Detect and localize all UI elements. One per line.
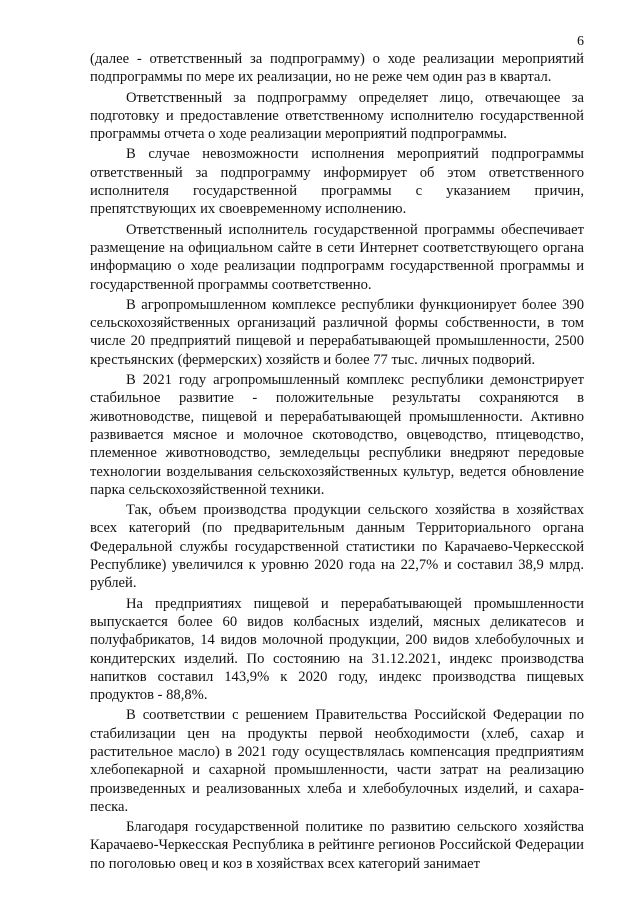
paragraph-6: В 2021 году агропромышленный комплекс республики демонстрирует стабильное развитие - положительные результаты сохраняются в животноводстве, пищевой и перерабатывающей промышленности. Активно развивается мясное и молочное скотоводство, овцеводство, птицеводство, племенное животноводство, земледельцы республики внедряют передовые технологии возделывания сельскохозяйственных культур, ведется обновление парка сельскохозяйственной техники. [90,372,584,498]
document-body [90,50,584,875]
paragraph-1: (далее - ответственный за подпрограмму) о ходе реализации мероприятий подпрограммы по мере их реализации, но не реже чем один раз в квартал. [90,51,584,86]
paragraph-9: В соответствии с решением Правительства Российской Федерации по стабилизации цен на продукты первой необходимости (хлеб, сахар и растительное масло) в 2021 году осуществлялась компенсация предприятиям хлебопекарной и сахарной промышленности, части затрат на реализацию произведенных и реализованных хлеба и хлебобулочных изделий, и сахара-песка. [90,707,584,815]
paragraph-2: Ответственный за подпрограмму определяет лицо, отвечающее за подготовку и предоставление ответственному исполнителю государственной программы отчета о ходе реализации мероприятий подпрограммы. [90,89,584,143]
paragraph-3: В случае невозможности исполнения мероприятий подпрограммы ответственный за подпрограмму информирует об этом ответственного исполнителя государственной программы с указанием причин, препятствующих их своевременному исполнению. [90,146,584,218]
paragraph-10: Благодаря государственной политике по развитию сельского хозяйства Карачаево-Черкесская Республика в рейтинге регионов Российской Федерации по поголовью овец и коз в хозяйствах всех категорий занимает [90,819,584,872]
paragraph-7: Так, объем производства продукции сельского хозяйства в хозяйствах всех категорий (по предварительным данным Территориального органа Федеральной службы государственной статистики по Карачаево-Черкесской Республике) увеличился к уровню 2020 года на 22,7% и составил 38,9 млрд. рублей. [90,502,584,592]
paragraph-8: На предприятиях пищевой и перерабатывающей промышленности выпускается более 60 видов колбасных изделий, мясных деликатесов и полуфабрикатов, 14 видов молочной продукции, 200 видов хлебобулочных и кондитерских изделий. По состоянию на 31.12.2021, индекс производства напитков составил 143,9% к 2020 году, индекс производства пищевых продуктов - 88,8%. [90,595,584,704]
paragraph-5: В агропромышленном комплексе республики функционирует более 390 сельскохозяйственных организаций различной формы собственности, в том числе 20 предприятий пищевой и перерабатывающей промышленности, 2500 крестьянских (фермерских) хозяйств и более 77 тыс. личных подворий. [90,296,584,368]
paragraph-4: Ответственный исполнитель государственной программы обеспечивает размещение на официальном сайте в сети Интернет соответствующего органа информацию о ходе реализации подпрограмм государственной программы и государственной программы соответственно. [90,221,584,293]
page-number: 6 [577,34,584,49]
